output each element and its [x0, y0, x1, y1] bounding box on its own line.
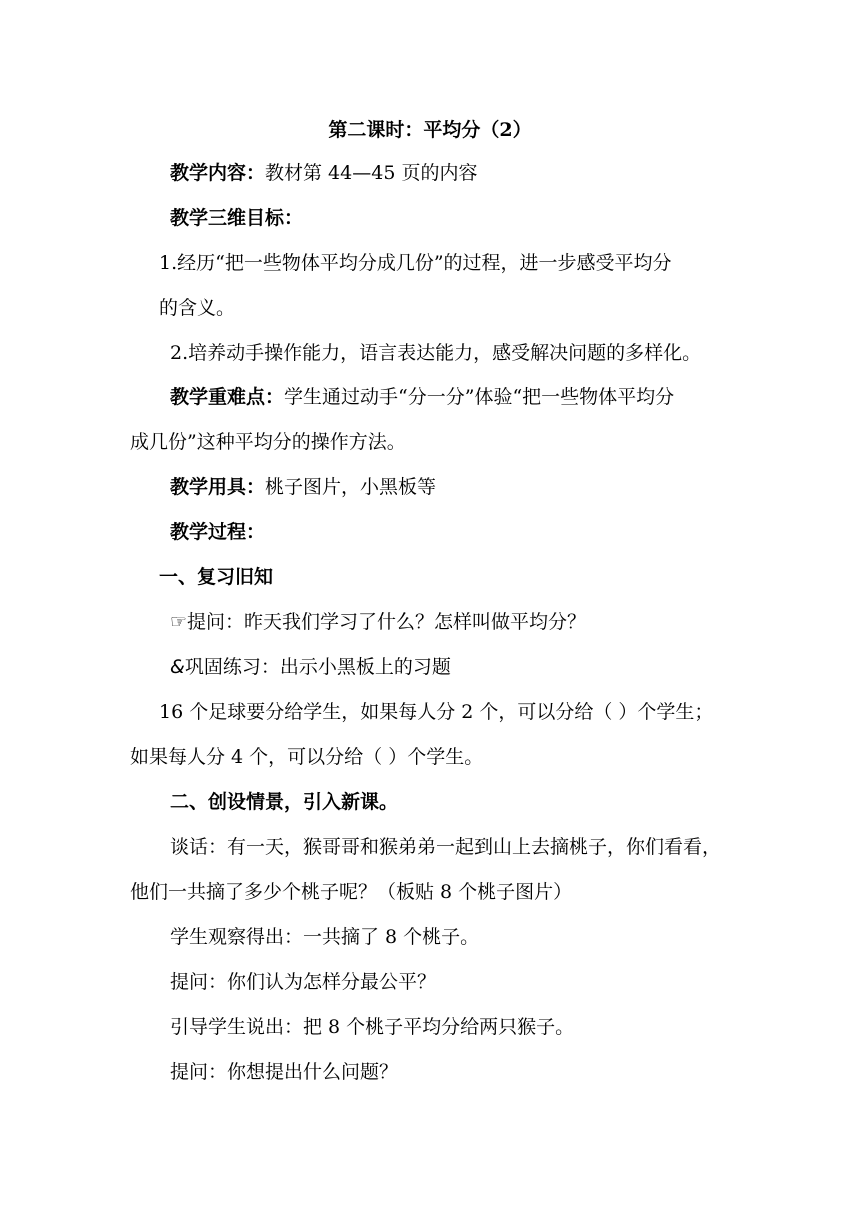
- question-ask: 提问：你想提出什么问题？: [170, 1061, 399, 1083]
- tools-value: 桃子图片，小黑板等: [265, 476, 437, 498]
- talk-line-1: 谈话：有一天，猴哥哥和猴弟弟一起到山上去摘桃子，你们看看，: [170, 836, 722, 858]
- exercise-line-1: 16 个足球要分给学生，如果每人分 2 个，可以分给（ ）个学生；: [159, 701, 714, 723]
- content-value: 教材第 44—45 页的内容: [265, 162, 478, 184]
- section-1-heading: 一、复习旧知: [159, 566, 274, 588]
- question-fair: 提问：你们认为怎样分最公平？: [170, 971, 437, 993]
- objectives-heading: 教学三维目标：: [170, 207, 304, 229]
- bullet-1-text: 提问：昨天我们学习了什么？怎样叫做平均分？: [187, 611, 587, 633]
- objective-1-line-2: 的含义。: [159, 297, 236, 319]
- observe-line: 学生观察得出：一共摘了 8 个桃子。: [170, 926, 480, 948]
- key-points: [170, 385, 674, 409]
- section-2-heading: 二、创设情景，引入新课。: [170, 791, 399, 813]
- lesson-title: 第二课时：平均分（2）: [328, 119, 532, 141]
- bullet-practice: [170, 655, 451, 679]
- keypoints-label: 教学重难点：: [170, 386, 285, 408]
- guide-line: 引导学生说出：把 8 个桃子平均分给两只猴子。: [170, 1016, 575, 1038]
- ampersand-icon: &: [170, 656, 185, 678]
- teaching-tools: [170, 475, 436, 499]
- hand-pointer-icon: ☞: [170, 611, 188, 633]
- teaching-content: [170, 161, 477, 185]
- bullet-2-text: 巩固练习：出示小黑板上的习题: [184, 656, 451, 678]
- objective-1-line-1: 1.经历“把一些物体平均分成几份”的过程，进一步感受平均分: [159, 252, 672, 274]
- tools-label: 教学用具：: [170, 476, 266, 498]
- talk-line-2: 他们一共摘了多少个桃子呢？（板贴 8 个桃子图片）: [130, 881, 573, 903]
- objective-2: 2.培养动手操作能力，语言表达能力，感受解决问题的多样化。: [170, 342, 702, 364]
- content-label: 教学内容：: [170, 162, 266, 184]
- bullet-question-review: [170, 610, 586, 634]
- keypoints-line-1: 学生通过动手“分一分”体验“把一些物体平均分: [284, 386, 675, 408]
- exercise-line-2: 如果每人分 4 个，可以分给（ ）个学生。: [130, 746, 484, 768]
- keypoints-line-2: 成几份”这种平均分的操作方法。: [130, 431, 406, 453]
- process-heading: 教学过程：: [170, 521, 266, 543]
